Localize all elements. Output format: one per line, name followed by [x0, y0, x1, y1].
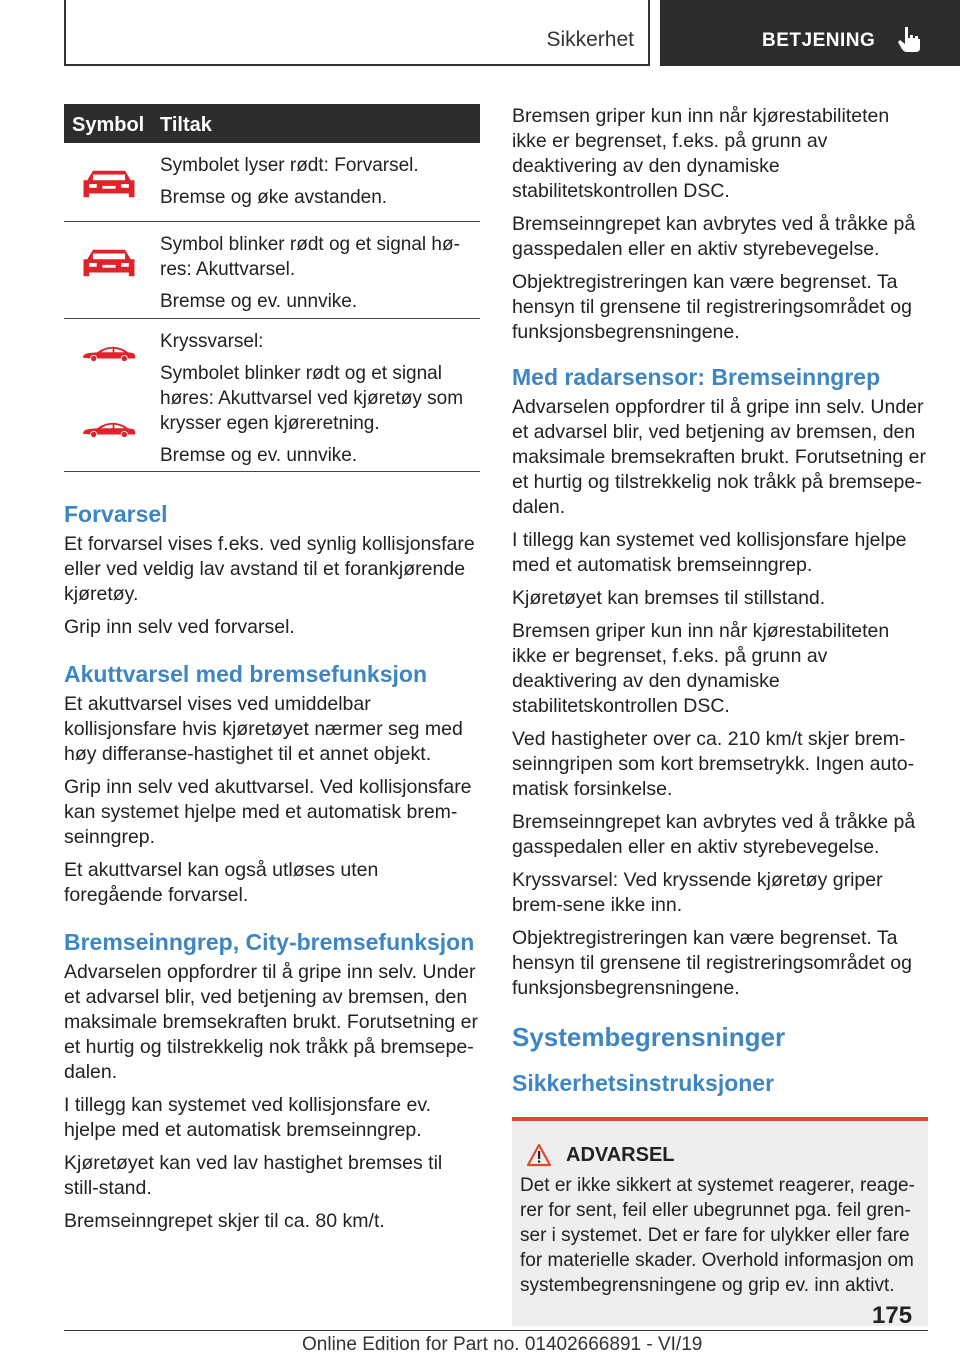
hand-pointer-icon: [896, 24, 924, 54]
paragraph: Bremseinngrepet kan avbrytes ved å tråkke på gasspedalen eller en aktiv styrebevegelse.: [512, 811, 916, 858]
table-header: [64, 104, 480, 143]
symbol-table: [64, 104, 480, 472]
paragraph: Ved hastigheter over ca. 210 km/t skjer brem-seinngripen som kort bremsetrykk. Ingen auto-matisk forsinkelse.: [512, 728, 915, 800]
car-side-icon: [78, 345, 140, 363]
action-line: Symbol blinker rødt og et signal hø-res: Akuttvarsel.: [160, 234, 460, 280]
warning-text: Det er ikke sikkert at systemet reagerer, reage-rer for sent, feil eller ubegrunnet pga. feil gren-ser i systemet. Det er fare for ulykker eller fare for materielle skader. Overhold informasjon om systembegrensningene og grip ev. inn aktivt.: [520, 1175, 915, 1296]
action-line: Bremse og ev. unnvike.: [160, 445, 358, 466]
action-line: Bremse og ev. unnvike.: [160, 291, 358, 312]
warning-title-row: [520, 1143, 920, 1167]
footer-edition: Online Edition for Part no. 01402666891 - VI/19: [302, 1334, 703, 1355]
heading-radar: Med radarsensor: Bremseinngrep: [512, 364, 881, 390]
paragraph: Bremsen griper kun inn når kjørestabiliteten ikke er begrenset, f.eks. på grunn av deaktivering av den dynamiske stabilitetskontrollen DSC.: [512, 620, 890, 717]
paragraph: Bremseinngrepet kan avbrytes ved å tråkke på gasspedalen eller en aktiv styrebevegelse.: [512, 213, 916, 260]
action-line: Symbolet blinker rødt og et signal høres: Akuttvarsel ved kjøretøy som krysser egen kjøreretning.: [160, 363, 464, 434]
heading-forvarsel: Forvarsel: [64, 501, 168, 527]
warning-title: ADVARSEL: [566, 1143, 675, 1166]
table-cell-symbol: [64, 222, 160, 318]
car-side-icon: [78, 421, 140, 439]
table-header-symbol: Symbol: [72, 114, 145, 136]
paragraph: Bremseinngrepet skjer til ca. 80 km/t.: [64, 1210, 385, 1232]
table-row: [64, 143, 480, 222]
left-column: [64, 104, 480, 1242]
heading-city-brake: Bremseinngrep, City-bremsefunksjon: [64, 929, 475, 955]
paragraph: Kjøretøyet kan bremses til stillstand.: [512, 587, 826, 609]
heading-system-limits: Systembegrensninger: [512, 1022, 786, 1052]
paragraph: Kryssvarsel: Ved kryssende kjøretøy griper brem-sene ikke inn.: [512, 869, 883, 916]
paragraph: Objektregistreringen kan være begrenset. Ta hensyn til grensene til registreringsområdet og funksjonsbegrensningene.: [512, 271, 912, 343]
car-rear-icon: [78, 246, 140, 280]
paragraph: Et akuttvarsel vises ved umiddelbar kollisjonsfare hvis kjøretøyet nærmer seg med høy differanse-hastighet til et annet objekt.: [64, 693, 463, 765]
table-header-action: Tiltak: [160, 114, 212, 136]
table-row: [64, 222, 480, 319]
paragraph: I tillegg kan systemet ved kollisjonsfare hjelpe med et automatisk bremseinngrep.: [512, 529, 907, 576]
paragraph: Et akuttvarsel kan også utløses uten foregående forvarsel.: [64, 859, 379, 906]
header-section-title: Sikkerhet: [546, 28, 634, 51]
paragraph: I tillegg kan systemet ved kollisjonsfare ev. hjelpe med et automatisk bremseinngrep.: [64, 1094, 432, 1141]
paragraph: Kjøretøyet kan ved lav hastighet bremses til still-stand.: [64, 1152, 443, 1199]
page-number: 175: [872, 1302, 913, 1329]
warning-triangle-icon: [526, 1143, 552, 1167]
paragraph: Objektregistreringen kan være begrenset. Ta hensyn til grensene til registreringsområdet og funksjonsbegrensningene.: [512, 927, 912, 999]
header-chapter-box: [660, 0, 960, 66]
table-row: [64, 319, 480, 472]
paragraph: Advarselen oppfordrer til å gripe inn selv. Under et advarsel blir, ved betjening av bremsen, den maksimale bremsekraften brukt. Forutsetning er et hurtig og tilstrekkelig nok tråkk på bremsepe-dalen.: [512, 396, 926, 518]
warning-box: [512, 1117, 928, 1326]
paragraph: Grip inn selv ved akuttvarsel. Ved kollisjonsfare kan systemet hjelpe med et automatisk brem-seinngrep.: [64, 776, 472, 848]
heading-safety-instructions: Sikkerhetsinstruksjoner: [512, 1070, 775, 1096]
table-cell-action: [160, 222, 480, 318]
footer-divider: [64, 1330, 928, 1331]
table-cell-symbol: [64, 319, 160, 471]
paragraph: Et forvarsel vises f.eks. ved synlig kollisjonsfare eller ved veldig lav avstand til et forankjørende kjøretøy.: [64, 533, 475, 605]
action-line: Bremse og øke avstanden.: [160, 187, 388, 208]
header-chapter-title: BETJENING: [762, 30, 876, 51]
paragraph: Advarselen oppfordrer til å gripe inn selv. Under et advarsel blir, ved betjening av bremsen, den maksimale bremsekraften brukt. Forutsetning er et hurtig og tilstrekkelig nok tråkk på bremsepe-dalen.: [64, 961, 478, 1083]
table-cell-action: [160, 143, 480, 221]
action-line: Symbolet lyser rødt: Forvarsel.: [160, 155, 419, 176]
action-line: Kryssvarsel:: [160, 331, 264, 352]
table-cell-symbol: [64, 143, 160, 221]
page-header: [64, 0, 960, 66]
paragraph: Grip inn selv ved forvarsel.: [64, 616, 295, 638]
table-cell-action: [160, 319, 480, 471]
car-rear-icon: [78, 167, 140, 201]
paragraph: Bremsen griper kun inn når kjørestabiliteten ikke er begrenset, f.eks. på grunn av deaktivering av den dynamiske stabilitetskontrollen DSC.: [512, 105, 890, 202]
right-column: [512, 104, 928, 1326]
header-section-box: [64, 0, 650, 66]
heading-akuttvarsel: Akuttvarsel med bremsefunksjon: [64, 661, 428, 687]
